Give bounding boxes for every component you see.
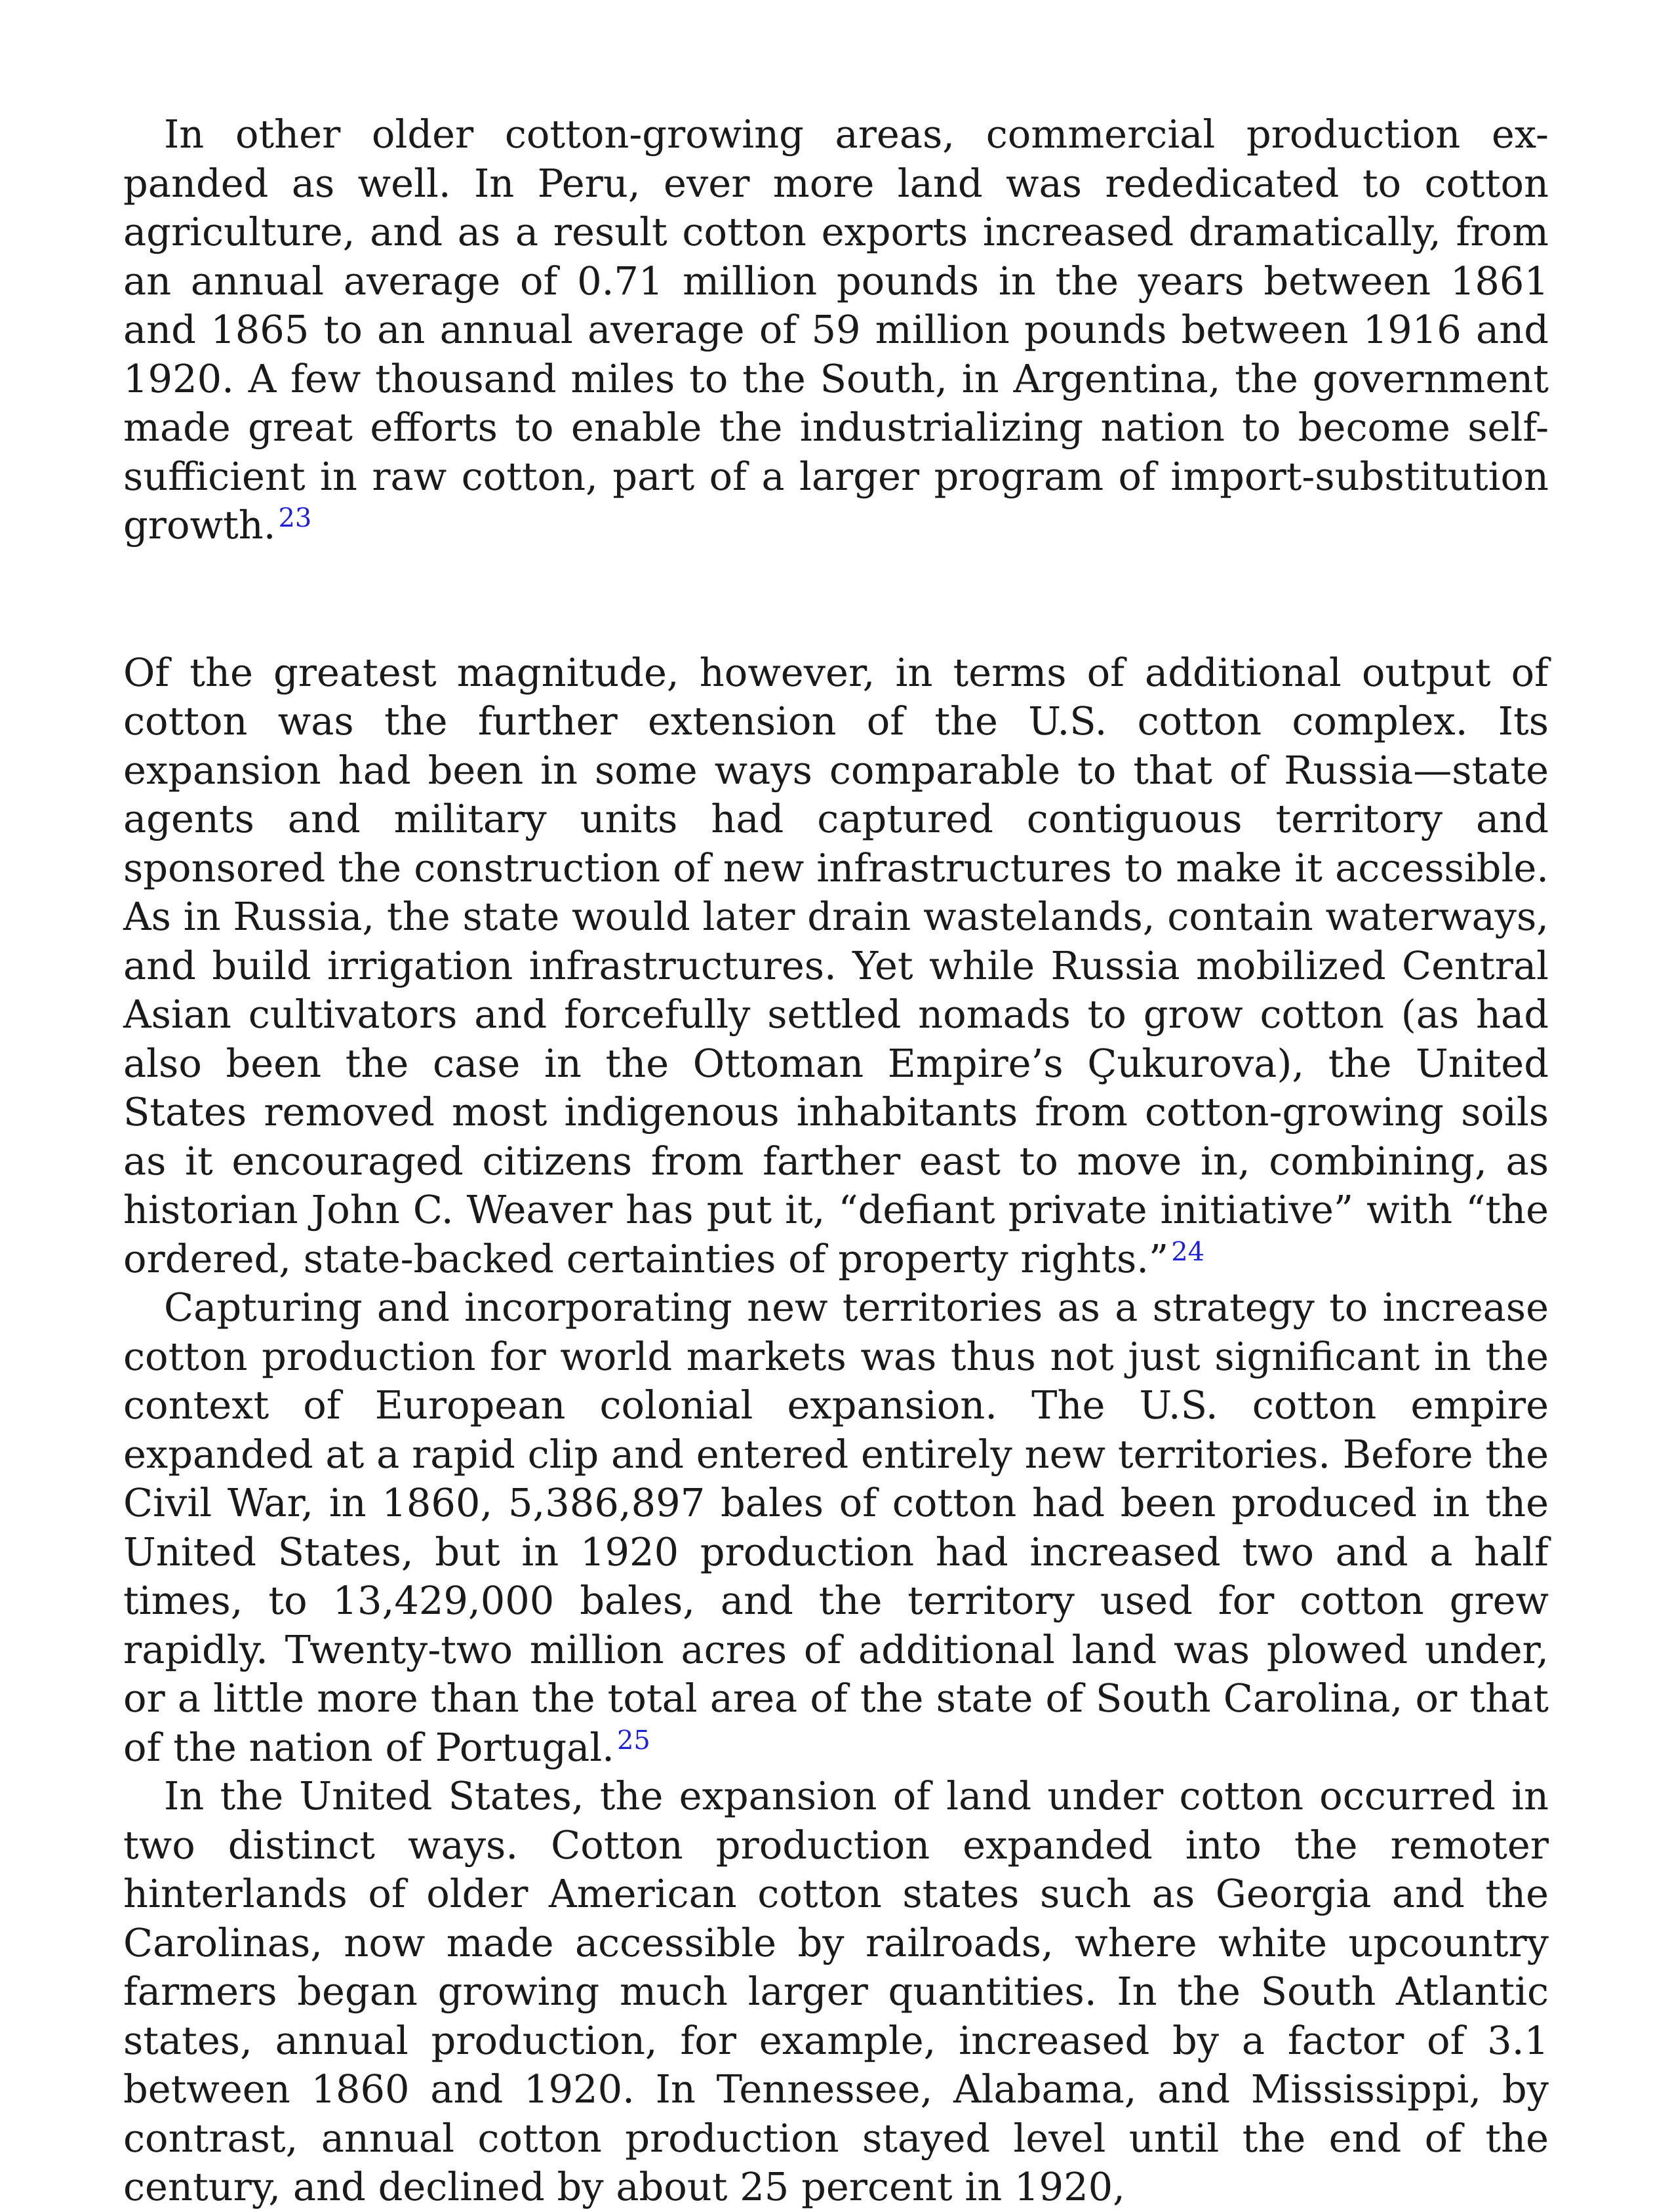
paragraph-text: Capturing and incorporating new territories as a strategy to increase cotton production for world markets was thus not just significant in the context of European colonial expansion. The U.S. cotton empire expanded at a rapid clip and entered entirely new territories. Before the Civil War, in 1860, 5,386,897 bales of cotton had been produced in the United States, but in 1920 production had increased two and a half times, to 13,429,000 bales, and the territory used for cotton grew rapidly. Twenty-two million acres of additional land was plowed under, or a little more than the total area of the state of South Carolina, or that of the nation of Portugal.	[123, 1285, 1549, 1770]
page-body	[123, 110, 1549, 2212]
paragraph-us-cotton-complex	[123, 649, 1549, 1284]
paragraph-territories	[123, 1283, 1549, 1772]
paragraph-text: In the United States, the expansion of land under cotton occurred in two distinct ways. Cotton production expanded into the remoter hinterlands of older American cotton states such as Georgia and the Carolinas, now made accessible by railroads, where white upcountry farmers began growing much larger quantities. In the South Atlantic states, annual production, for example, increased by a factor of 3.1 between 1860 and 1920. In Tennessee, Alabama, and Mississippi, by contrast, annual cotton production stayed level until the end of the century, and declined by about 25 percent in 1920,	[123, 1773, 1549, 2209]
paragraph-text: Of the greatest magnitude, however, in terms of additional output of cotton was the further extension of the U.S. cotton complex. Its expansion had been in some ways comparable to that of Russia—state agents and military units had captured contiguous territory and sponsored the construction of new infrastructures to make it accessible. As in Russia, the state would later drain wastelands, contain waterways, and build irrigation infrastructures. Yet while Russia mobilized Central Asian cultivators and forcefully settled nomads to grow cotton (as had also been the case in the Ottoman Empire’s Çukurova), the United States removed most indigenous inhabitants from cotton-growing soils as it encouraged citizens from farther east to move in, combining, as historian John C. Weaver has put it, “defiant private initiative” with “the ordered, state-backed certainties of property rights.”	[123, 649, 1549, 1281]
paragraph-land-expansion	[123, 1772, 1549, 2212]
paragraph-text: In other older cotton-growing areas, commercial production ex-panded as well. In Peru, ever more land was rededicated to cotton agriculture, and as a result cotton exports increased dramatically, from an annual average of 0.71 million pounds in the years between 1861 and 1865 to an annual average of 59 million pounds between 1916 and 1920. A few thousand miles to the South, in Argentina, the government made great efforts to enable the industrializing nation to become self-sufficient in raw cotton, part of a larger program of import-substitution growth.	[123, 111, 1549, 548]
paragraph-peru-argentina	[123, 110, 1549, 550]
footnote-link[interactable]: 23	[278, 503, 312, 533]
footnote-link[interactable]: 24	[1171, 1236, 1205, 1267]
footnote-link[interactable]: 25	[616, 1725, 650, 1756]
